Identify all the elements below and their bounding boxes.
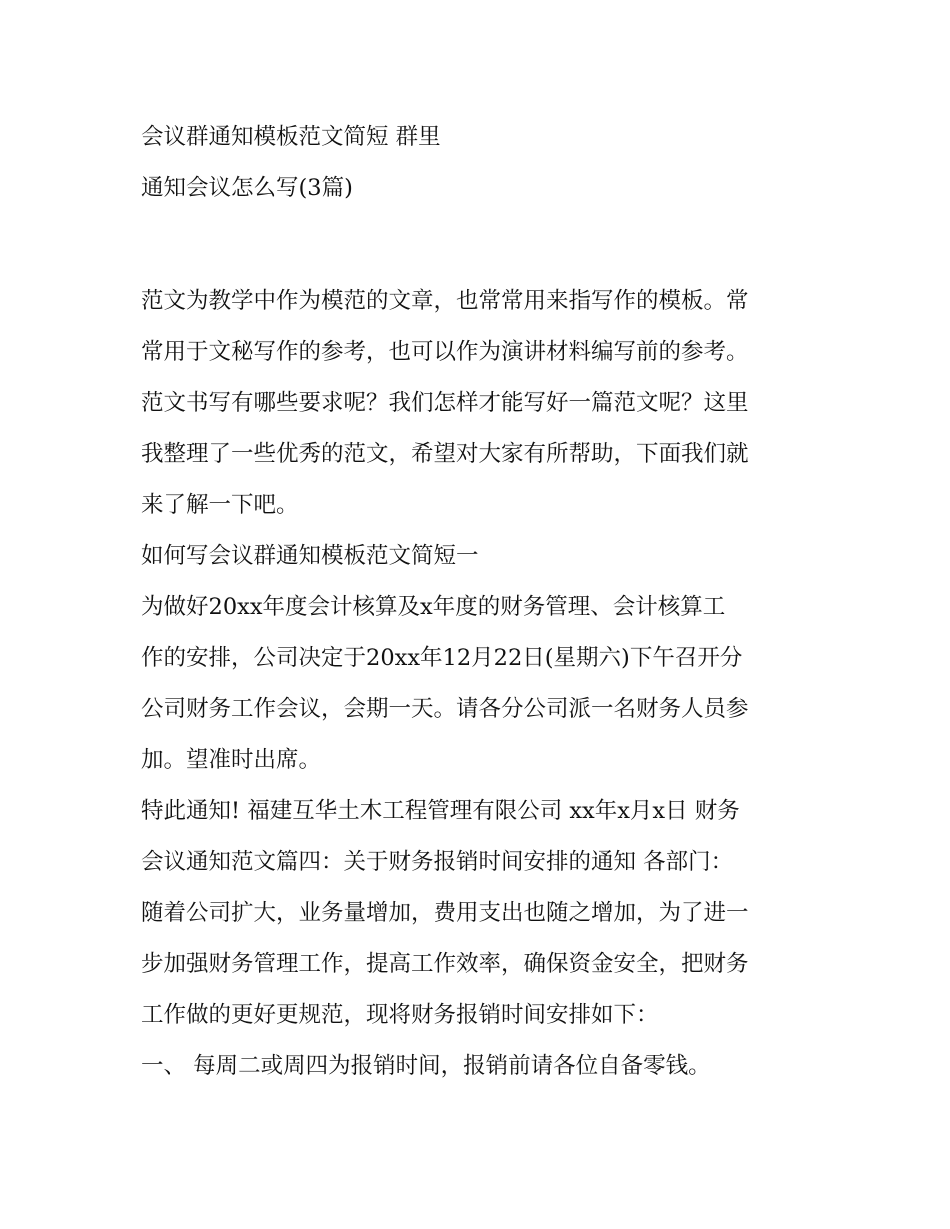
body-line: 特此通知! 福建互华土木工程管理有限公司 xx年x月x日 财务: [141, 798, 740, 824]
body-line: 作的安排，公司决定于20xx年12月22日(星期六)下午召开分: [141, 645, 743, 671]
body-line: 步加强财务管理工作，提高工作效率，确保资金安全，把财务: [141, 951, 749, 977]
document-body: [141, 276, 831, 1092]
body-line: 加。望准时出席。: [141, 747, 322, 773]
section-heading: 如何写会议群通知模板范文简短一: [141, 543, 479, 569]
body-line: 公司财务工作会议，会期一天。请各分公司派一名财务人员参: [141, 696, 749, 722]
title-line: 会议群通知模板范文简短 群里: [141, 124, 441, 150]
body-line: 我整理了一些优秀的范文，希望对大家有所帮助，下面我们就: [141, 441, 749, 467]
title-line: 通知会议怎么写(3篇): [141, 175, 353, 201]
document-title: [141, 112, 831, 214]
body-line: 范文书写有哪些要求呢？我们怎样才能写好一篇范文呢？这里: [141, 390, 749, 416]
body-line: 会议通知范文篇四：关于财务报销时间安排的通知 各部门：: [141, 849, 734, 875]
body-line: 范文为教学中作为模范的文章，也常常用来指写作的模板。常: [141, 288, 749, 314]
body-line: 常用于文秘写作的参考，也可以作为演讲材料编写前的参考。: [141, 339, 749, 365]
list-item: 一、 每周二或周四为报销时间，报销前请各位自备零钱。: [141, 1053, 711, 1079]
body-line: 来了解一下吧。: [141, 492, 299, 518]
body-line: 工作做的更好更规范，现将财务报销时间安排如下：: [141, 1002, 659, 1028]
body-line: 随着公司扩大，业务量增加，费用支出也随之增加，为了进一: [141, 900, 749, 926]
body-line: 为做好20xx年度会计核算及x年度的财务管理、会计核算工: [141, 594, 726, 620]
